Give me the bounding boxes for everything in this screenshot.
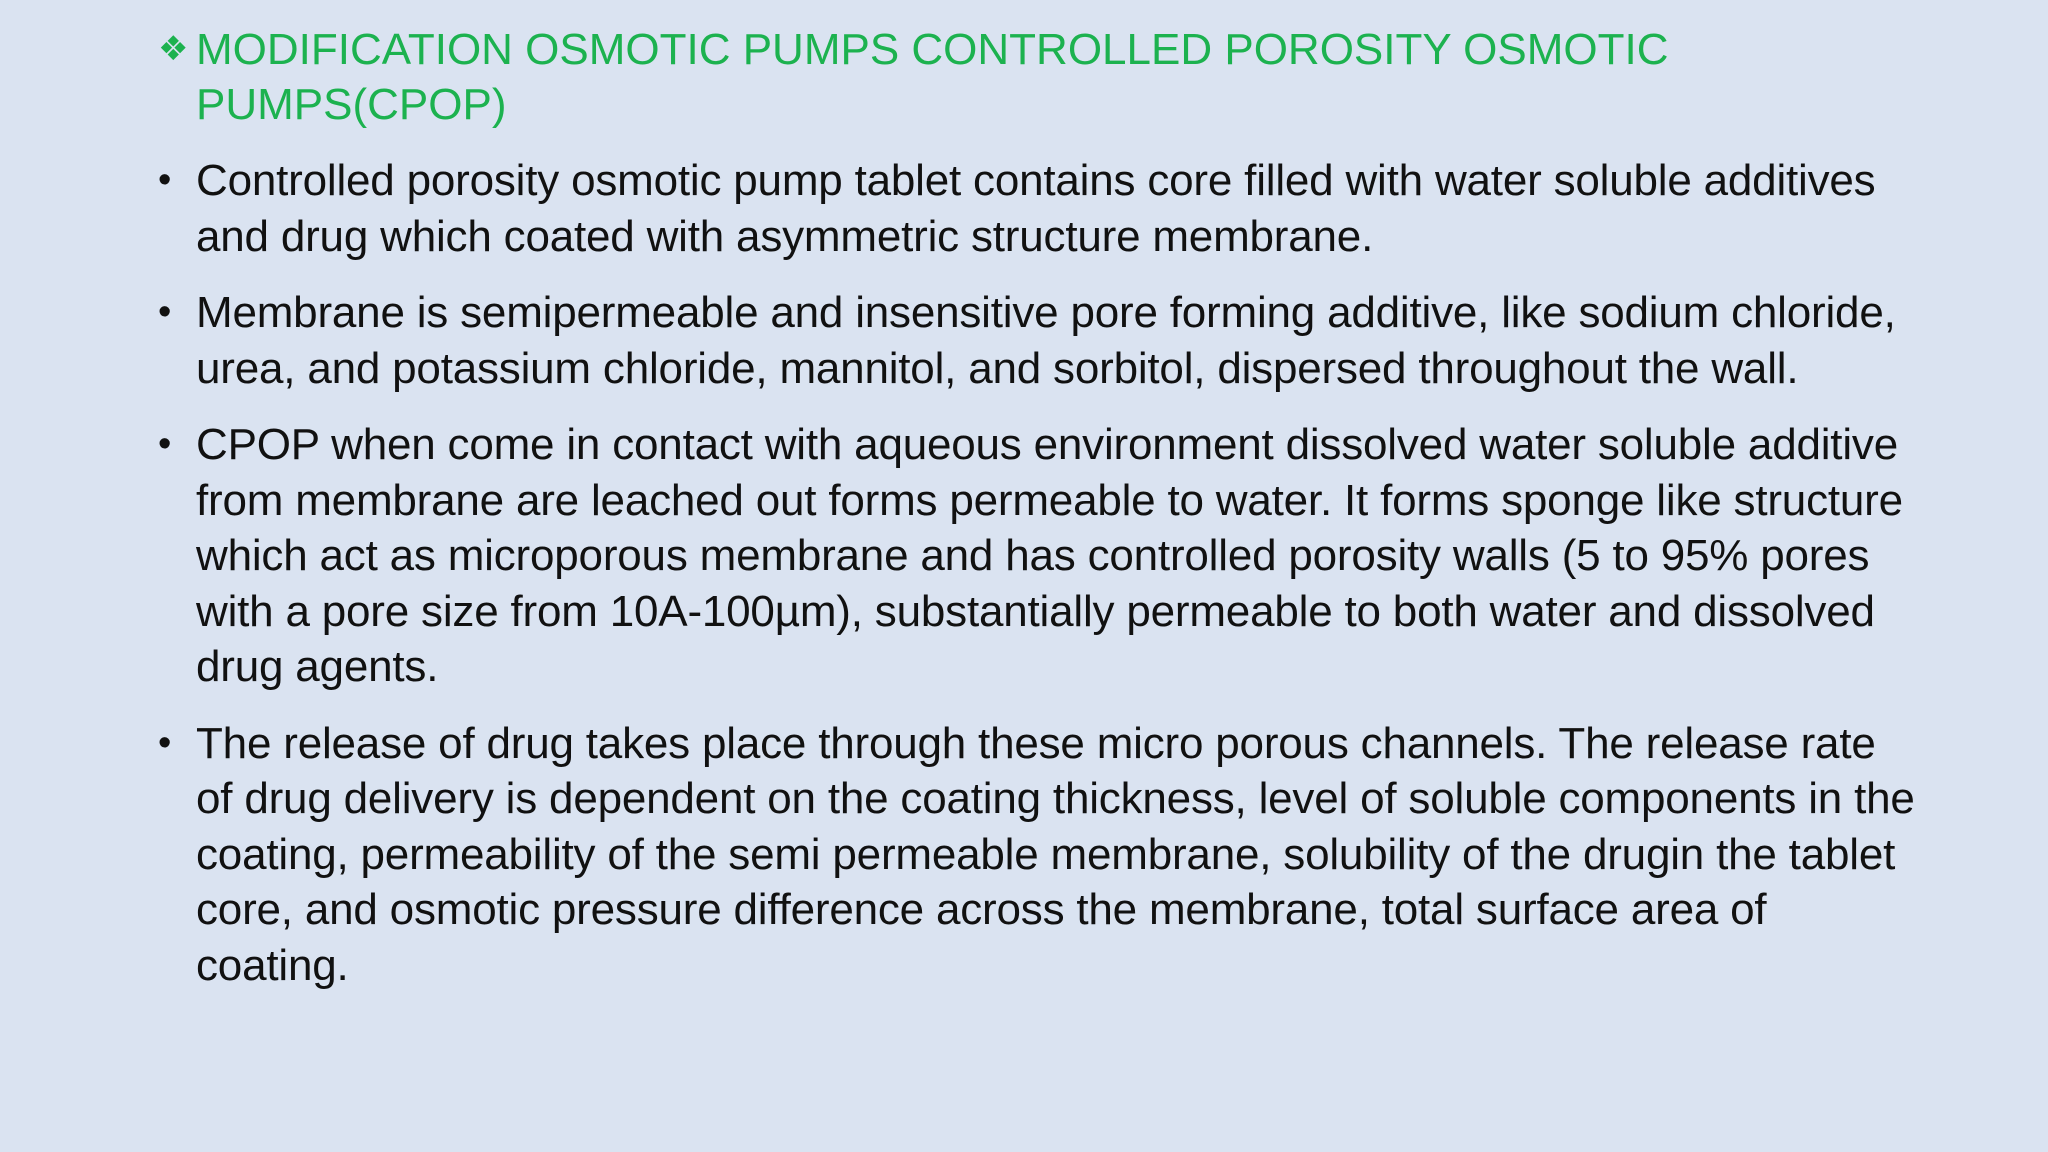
slide-heading	[158, 22, 1878, 132]
bullet-item	[158, 417, 1918, 695]
bullet-dot-icon: •	[158, 423, 172, 465]
bullet-item	[158, 285, 1918, 396]
bullet-text: CPOP when come in contact with aqueous environment dissolved water soluble additive from membrane are leached out forms permeable to water. It forms sponge like structure which act as microporous membrane and has controlled porosity walls (5 to 95% pores with a pore size from 10A-100µm), substantially permeable to both water and dissolved drug agents.	[196, 420, 1903, 691]
bullet-list	[158, 153, 1918, 1014]
heading-text: MODIFICATION OSMOTIC PUMPS CONTROLLED POROSITY OSMOTIC PUMPS(CPOP)	[196, 25, 1669, 129]
bullet-item	[158, 716, 1918, 994]
bullet-dot-icon: •	[158, 159, 172, 201]
bullet-dot-icon: •	[158, 291, 172, 333]
bullet-text: Controlled porosity osmotic pump tablet contains core filled with water soluble additives and drug which coated with asymmetric structure membrane.	[196, 156, 1876, 261]
bullet-text: Membrane is semipermeable and insensitive pore forming additive, like sodium chloride, urea, and potassium chloride, mannitol, and sorbitol, dispersed throughout the wall.	[196, 288, 1896, 393]
bullet-dot-icon: •	[158, 721, 172, 764]
bullet-text: The release of drug takes place through these micro porous channels. The release rate of drug delivery is dependent on the coating thickness, level of soluble components in the coating, permeability of the semi permeable membrane, solubility of the drugin the tablet core, and osmotic pressure difference across the membrane, total surface area of coating.	[196, 718, 1915, 990]
bullet-item	[158, 153, 1918, 264]
diamond-bullet-icon: ❖	[158, 30, 189, 68]
